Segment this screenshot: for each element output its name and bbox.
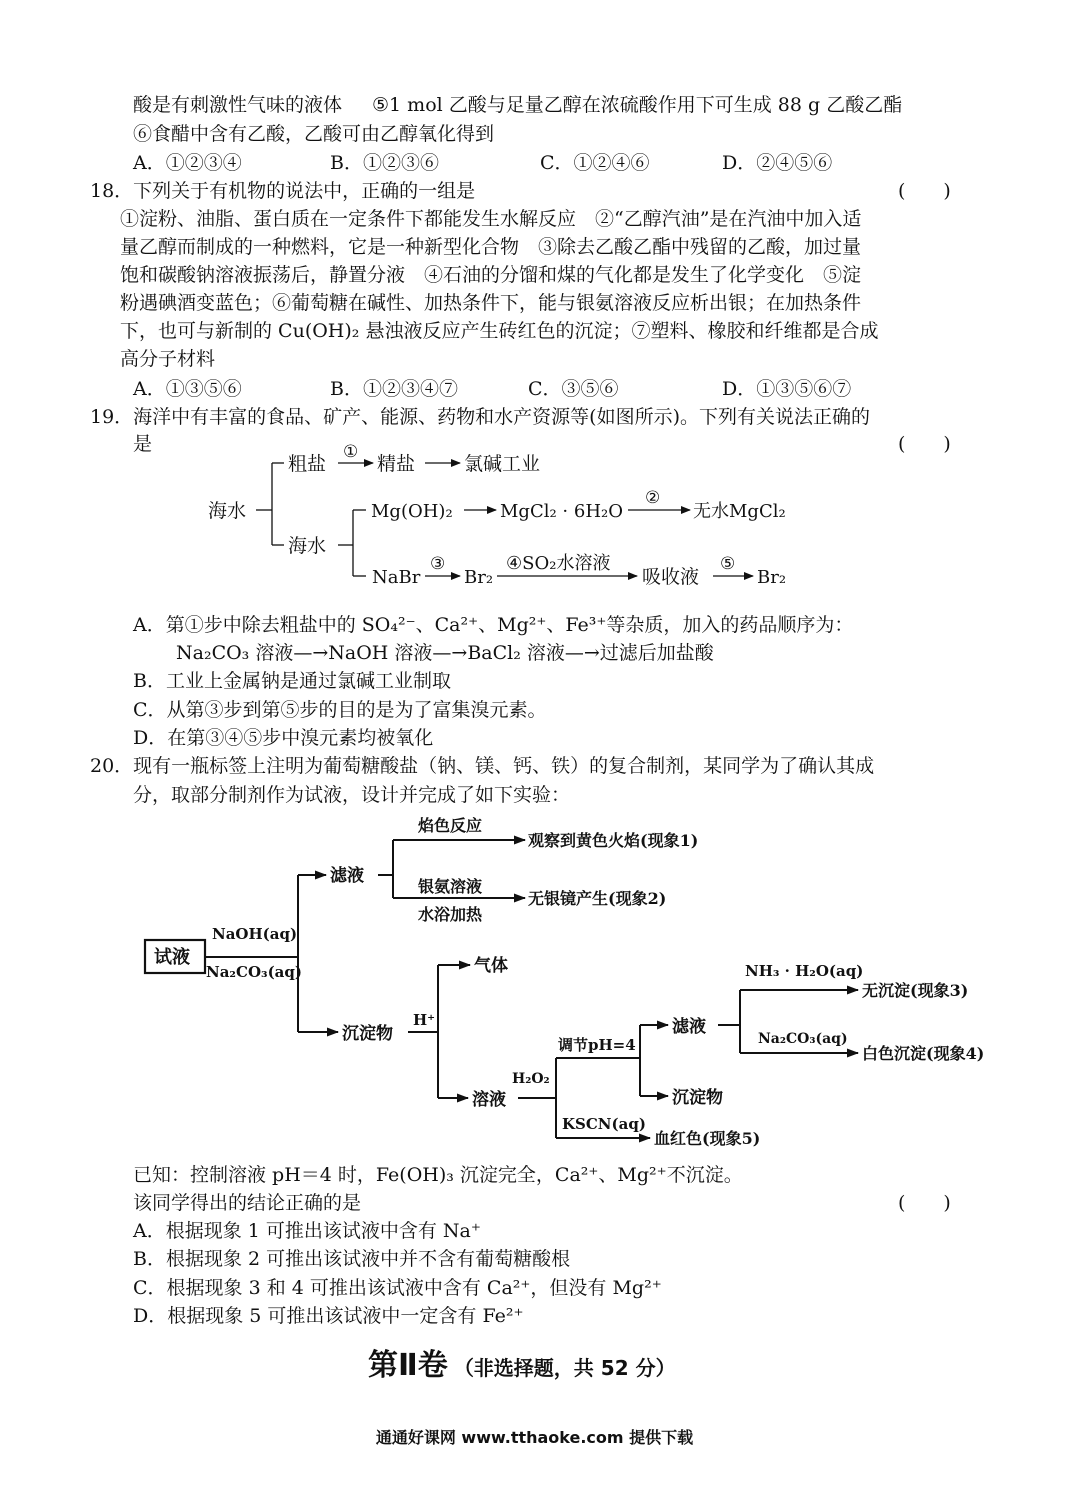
node-precipitate-2: 沉淀物 [672, 1088, 723, 1108]
q18-line-5: 下，也可与新制的 Cu(OH)₂ 悬浊液反应产生砖红色的沉淀；⑦塑料、橡胶和纤维都是合成 [120, 320, 879, 342]
node-chlor-alkali: 氯碱工业 [464, 453, 541, 475]
reagent-kscn: KSCN(aq) [562, 1115, 646, 1133]
part-2-heading [368, 1340, 676, 1384]
q17-line-1: 酸是有刺激性气味的液体 ⑤1 mol 乙酸与足量乙醇在浓硫酸作用下可生成 88 g 乙酸乙酯 [133, 94, 903, 116]
q18-line-1: ①淀粉、油脂、蛋白质在一定条件下都能发生水解反应 ②“乙醇汽油”是在汽油中加入适 [120, 208, 862, 230]
label-flame-test: 焰色反应 [418, 816, 483, 835]
q20-known-condition: 已知：控制溶液 pH＝4 时，Fe(OH)₃ 沉淀完全，Ca²⁺、Mg²⁺不沉淀。 [133, 1164, 743, 1186]
label-water-bath: 水浴加热 [418, 905, 483, 924]
q20-option-c: C．根据现象 3 和 4 可推出该试液中含有 Ca²⁺，但没有 Mg²⁺ [133, 1277, 662, 1299]
result-blood-red: 血红色(现象5) [654, 1129, 761, 1148]
q18-option-c: C．③⑤⑥ [528, 378, 619, 400]
q20-option-d: D．根据现象 5 可推出该试液中一定含有 Fe²⁺ [133, 1305, 524, 1327]
node-seawater-2: 海水 [288, 535, 327, 557]
q20-answer-bracket: ( ) [898, 1192, 951, 1214]
q17-option-d: D．②④⑤⑥ [722, 152, 833, 174]
node-br2-b: Br₂ [757, 567, 787, 588]
node-sample: 试液 [154, 947, 190, 968]
q18-stem: 18．下列关于有机物的说法中，正确的一组是 [90, 180, 476, 202]
reagent-naoh: NaOH(aq) [212, 925, 298, 943]
footer-source: 通通好课网 www.tthaoke.com 提供下载 [375, 1428, 694, 1447]
result-white-precipitate: 白色沉淀(现象4) [862, 1044, 985, 1063]
node-seawater: 海水 [208, 500, 247, 522]
reagent-na2co3-2: Na₂CO₃(aq) [758, 1031, 848, 1047]
node-br2-a: Br₂ [464, 567, 494, 588]
node-gas: 气体 [474, 956, 508, 976]
q19-stem-2: 是 [133, 433, 153, 455]
node-filtrate: 滤液 [330, 866, 364, 886]
q17-option-a: A．①②③④ [133, 152, 242, 174]
q19-option-c: C．从第③步到第⑤步的目的是为了富集溴元素。 [133, 699, 547, 721]
q19-option-b: B．工业上金属钠是通过氯碱工业制取 [133, 670, 451, 692]
q18-line-6: 高分子材料 [120, 348, 216, 370]
label-silver-ammonia: 银氨溶液 [418, 877, 483, 896]
part-2-title: 第Ⅱ卷 [368, 1348, 448, 1383]
node-precipitate: 沉淀物 [342, 1024, 393, 1044]
node-filtrate-2: 滤液 [672, 1017, 706, 1037]
node-nabr: NaBr [372, 567, 421, 588]
result-no-precipitate: 无沉淀(现象3) [862, 981, 969, 1000]
step-4-label: ④SO₂水溶液 [506, 553, 611, 574]
q17-line-2: ⑥食醋中含有乙酸，乙酸可由乙醇氧化得到 [133, 123, 495, 145]
reagent-h-plus: H⁺ [413, 1011, 436, 1029]
step-5-label: ⑤ [720, 554, 736, 574]
q19-option-a-line-2: Na₂CO₃ 溶液—→NaOH 溶液—→BaCl₂ 溶液—→过滤后加盐酸 [176, 642, 714, 664]
reagent-na2co3: Na₂CO₃(aq) [206, 963, 302, 981]
node-coarse-salt: 粗盐 [288, 453, 327, 475]
reagent-nh3-h2o: NH₃ · H₂O(aq) [745, 962, 864, 980]
q20-stem-1: 20．现有一瓶标签上注明为葡萄糖酸盐（钠、镁、钙、铁）的复合制剂，某同学为了确认其成 [90, 755, 875, 777]
reagent-h2o2: H₂O₂ [512, 1071, 550, 1087]
q20-option-a: A．根据现象 1 可推出该试液中含有 Na⁺ [133, 1220, 481, 1242]
q18-option-b: B．①②③④⑦ [330, 378, 458, 400]
step-2-label: ② [645, 488, 661, 508]
q18-line-3: 饱和碳酸钠溶液振荡后，静置分液 ④石油的分馏和煤的气化都是发生了化学变化 ⑤淀 [120, 264, 862, 286]
q17-option-c: C．①②④⑥ [540, 152, 650, 174]
q18-option-a: A．①③⑤⑥ [133, 378, 242, 400]
q20-conclusion-prompt: 该同学得出的结论正确的是 [133, 1192, 362, 1214]
node-anhydrous-mgcl2: 无水MgCl₂ [693, 501, 786, 522]
q18-line-4: 粉遇碘酒变蓝色；⑥葡萄糖在碱性、加热条件下，能与银氨溶液反应析出银；在加热条件 [120, 292, 862, 314]
q19-option-a-line-1: A．第①步中除去粗盐中的 SO₄²⁻、Ca²⁺、Mg²⁺、Fe³⁺等杂质，加入的药品顺序为： [133, 614, 854, 636]
result-yellow-flame: 观察到黄色火焰(现象1) [528, 831, 699, 850]
q19-stem-1: 19．海洋中有丰富的食品、矿产、能源、药物和水产资源等(如图所示)。下列有关说法正确的 [90, 406, 871, 428]
step-1-label: ① [343, 442, 359, 462]
node-mgoh2: Mg(OH)₂ [371, 501, 453, 522]
result-no-silver-mirror: 无银镜产生(现象2) [528, 889, 667, 908]
node-absorb-liquid: 吸收液 [642, 566, 700, 588]
q19-option-d: D．在第③④⑤步中溴元素均被氧化 [133, 727, 434, 749]
q18-answer-bracket: ( ) [898, 180, 951, 202]
part-2-subtitle: （非选择题，共 52 分） [453, 1356, 676, 1380]
q18-option-d: D．①③⑤⑥⑦ [722, 378, 852, 400]
q20-option-b: B．根据现象 2 可推出该试液中并不含有葡萄糖酸根 [133, 1248, 571, 1270]
q18-line-2: 量乙醇而制成的一种燃料，它是一种新型化合物 ③除去乙酸乙酯中残留的乙酸，加过量 [120, 236, 862, 258]
node-solution: 溶液 [472, 1090, 506, 1110]
node-mgcl2-hydrate: MgCl₂ · 6H₂O [500, 501, 623, 522]
node-refined-salt: 精盐 [377, 453, 416, 475]
step-3-label: ③ [430, 554, 446, 574]
q20-stem-2: 分，取部分制剂作为试液，设计并完成了如下实验： [133, 784, 571, 806]
q17-option-b: B．①②③⑥ [330, 152, 439, 174]
q19-answer-bracket: ( ) [898, 433, 951, 455]
label-adjust-ph: 调节pH=4 [558, 1036, 636, 1054]
